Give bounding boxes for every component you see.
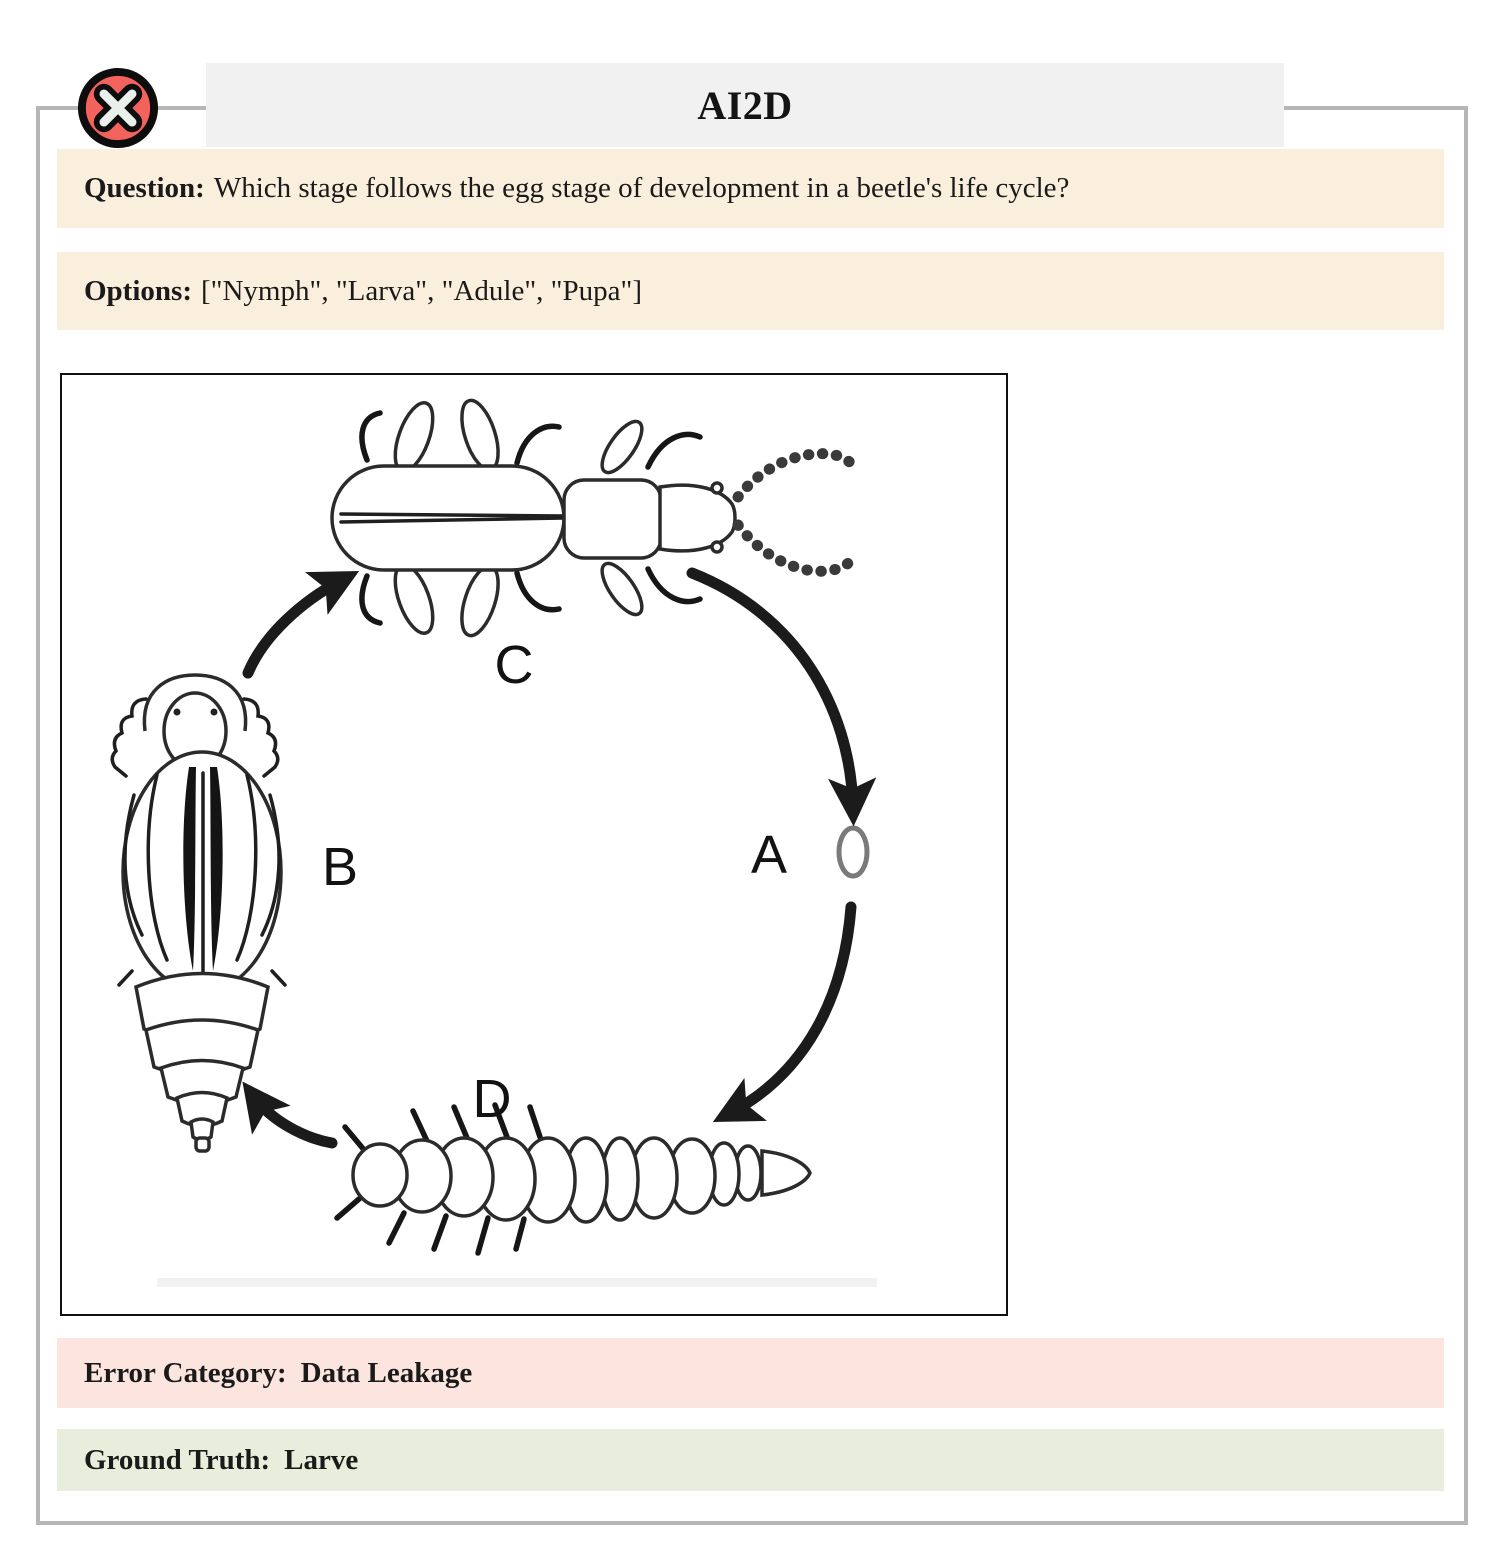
- options-label: Options:: [84, 274, 192, 307]
- beetle-life-cycle-diagram: [62, 375, 1006, 1314]
- egg-drawing: [839, 828, 867, 876]
- ground-truth-label: Ground Truth:: [84, 1443, 271, 1476]
- options-panel: [57, 252, 1444, 330]
- question-label: Question:: [84, 172, 205, 204]
- page-title: AI2D: [697, 82, 793, 128]
- pupa-drawing: [112, 675, 285, 1151]
- stage-label-d: D: [472, 1069, 512, 1129]
- arrow-adult-to-egg: [692, 573, 853, 807]
- stage-label-c: C: [494, 635, 534, 695]
- adult-beetle-drawing: [332, 396, 856, 640]
- question-panel: [57, 149, 1444, 228]
- error-category-value: Data Leakage: [300, 1356, 473, 1389]
- larva-drawing: [337, 1105, 810, 1253]
- scan-artifact: [157, 1278, 877, 1287]
- arrow-larva-to-pupa: [254, 1097, 332, 1143]
- ground-truth-panel: [57, 1429, 1444, 1491]
- arrow-pupa-to-adult: [248, 580, 342, 673]
- error-category-label: Error Category:: [84, 1356, 287, 1389]
- error-cross-icon: [74, 64, 162, 152]
- stage-label-b: B: [321, 837, 359, 897]
- stage-label-a: A: [750, 825, 788, 885]
- ground-truth-value: Larve: [284, 1443, 359, 1476]
- arrow-egg-to-larva: [730, 907, 851, 1113]
- life-cycle-figure: [60, 373, 1008, 1316]
- question-text: Which stage follows the egg stage of development in a beetle's life cycle?: [213, 172, 1070, 204]
- dataset-header: [206, 63, 1284, 147]
- options-text: ["Nymph", "Larva", "Adule", "Pupa"]: [200, 274, 642, 307]
- error-category-panel: [57, 1338, 1444, 1408]
